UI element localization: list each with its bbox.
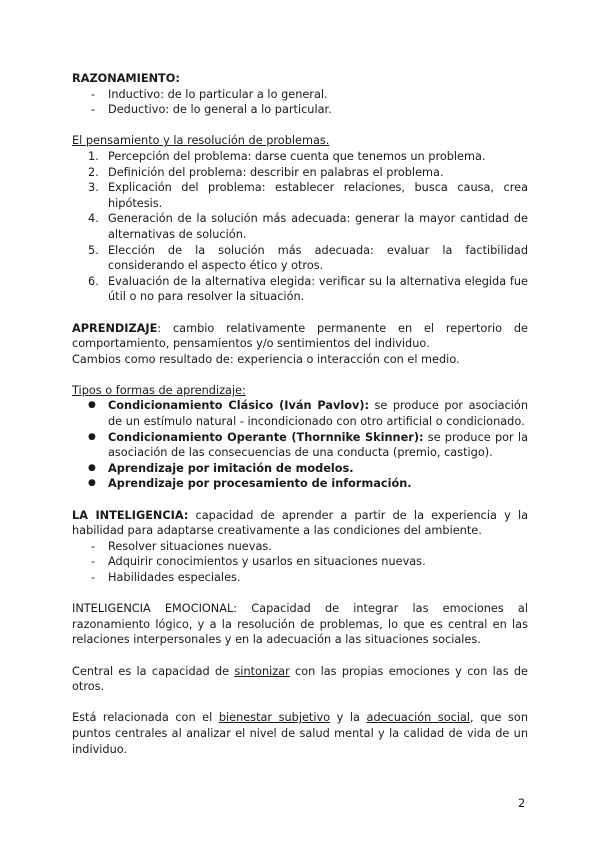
list-item: ● Condicionamiento Operante (Thornnike Skinner): se produce por la asociación de las consecuencias de una conducta (premio, castigo).: [72, 430, 528, 461]
central-paragraph: Central es la capacidad de sintonizar con las propias emociones y con las de otros.: [72, 664, 529, 694]
list-item: 2. Definición del problema: describir en palabras el problema.: [88, 165, 444, 179]
list-item: 4. Generación de la solución más adecuada: generar la mayor cantidad de alternativas de solución.: [88, 212, 528, 241]
list-item: - Adquirir conocimientos y usarlos en situaciones nuevas.: [72, 554, 528, 570]
document-page: [72, 71, 528, 757]
list-item: - Resolver situaciones nuevas.: [72, 539, 528, 555]
aprendizaje-definition: APRENDIZAJE: cambio relativamente permanente en el repertorio de comportamiento, pensamientos y/o sentimientos del individuo.: [72, 321, 528, 351]
inteligencia-definition: LA INTELIGENCIA: capacidad de aprender a partir de la experiencia y la habilidad para adaptarse creativamente a las condiciones del ambiente.: [72, 508, 529, 538]
list-item: 1. Percepción del problema: darse cuenta que tenemos un problema.: [88, 149, 486, 163]
emocional-paragraph: INTELIGENCIA EMOCIONAL: Capacidad de integrar las emociones al razonamiento lógico, y a la resolución de problemas, lo que es central en las relaciones interpersonales y en la adecuación a las situaciones sociales.: [72, 602, 528, 647]
razonamiento-heading: RAZONAMIENTO:: [72, 72, 180, 85]
relacionada-paragraph: Está relacionada con el bienestar subjetivo y la adecuación social, que son puntos centrales al analizar el nivel de salud mental y la calidad de vida de un individuo.: [72, 711, 528, 756]
list-item: - Inductivo: de lo particular a lo general.: [72, 87, 528, 103]
list-item: ● Aprendizaje por imitación de modelos.: [72, 461, 528, 477]
list-item: 5. Elección de la solución más adecuada: evaluar la factibilidad considerando el aspecto ético y otros.: [88, 243, 528, 273]
pensamiento-heading: El pensamiento y la resolución de problemas.: [72, 134, 330, 148]
list-item: 3. Explicación del problema: establecer relaciones, busca causa, crea hipótesis.: [88, 181, 528, 210]
list-item: - Deductivo: de lo general a lo particular.: [72, 102, 528, 118]
tipos-heading: Tipos o formas de aprendizaje:: [72, 383, 246, 397]
tipos-list: [72, 398, 528, 492]
list-item: ● Condicionamiento Clásico (Iván Pavlov): se produce por asociación de un estímulo natural - incondicionado con otro artificial o condicionado.: [72, 398, 528, 429]
razonamiento-list: [72, 87, 528, 118]
list-item: 6. Evaluación de la alternativa elegida: verificar su la alternativa elegida fue útil o no para resolver la situación.: [88, 274, 528, 304]
pensamiento-steps: [72, 149, 528, 305]
inteligencia-list: [72, 539, 528, 586]
page-number: 2: [518, 797, 526, 810]
aprendizaje-cambios: Cambios como resultado de: experiencia o interacción con el medio.: [72, 352, 460, 366]
list-item: ● Aprendizaje por procesamiento de información.: [72, 476, 528, 492]
list-item: - Habilidades especiales.: [72, 570, 528, 586]
